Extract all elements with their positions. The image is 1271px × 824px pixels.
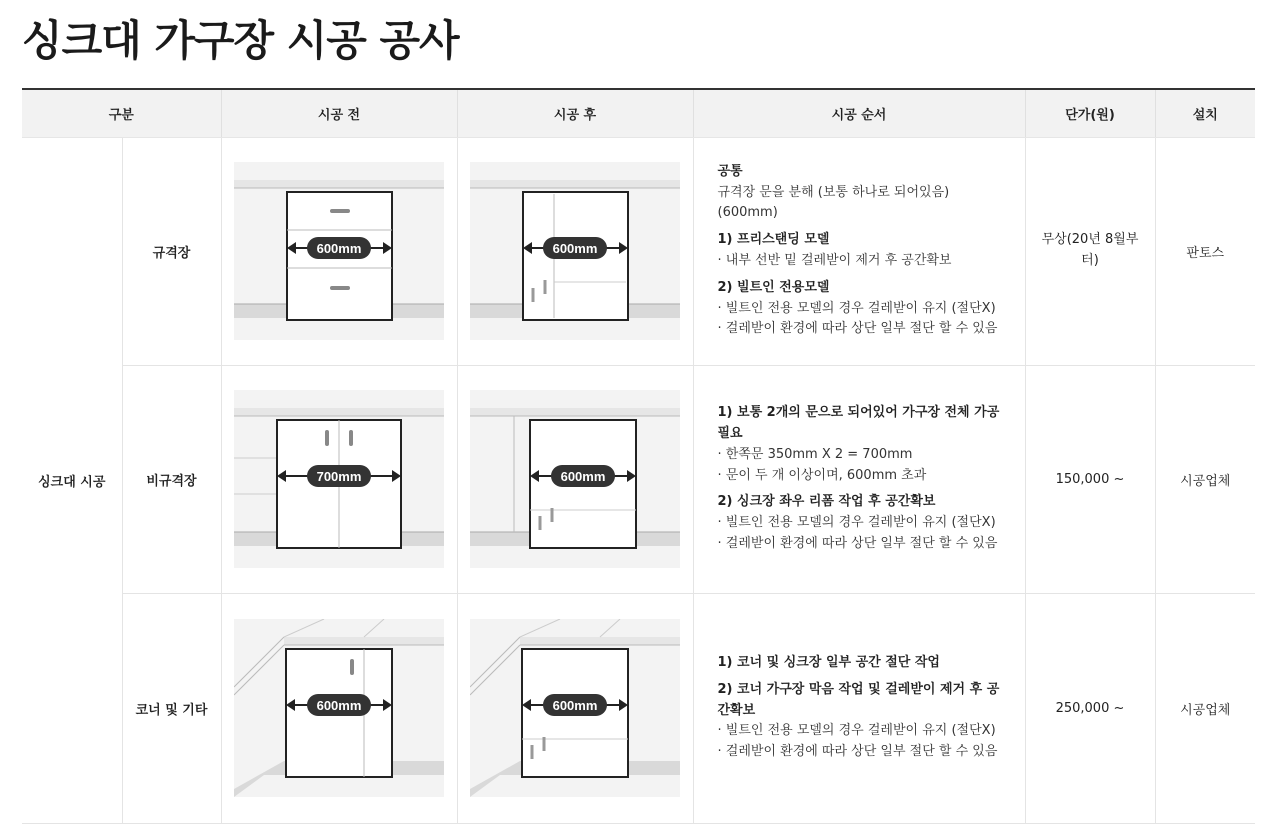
before-width-label: 600mm: [316, 698, 362, 713]
before-width-label: 700mm: [316, 469, 362, 484]
step-2-title: 2) 빌트인 전용모델: [717, 279, 830, 295]
corner-cabinet-after-illustration: [470, 619, 680, 797]
step-1-note: · 내부 선반 밑 걸레받이 제거 후 공간확보: [717, 253, 952, 268]
header-after: 시공 후: [457, 89, 693, 137]
after-width-label: 600mm: [552, 241, 598, 256]
before-image-cell: [221, 593, 457, 823]
header-category: 구분: [22, 89, 221, 137]
after-image-cell: [457, 365, 693, 593]
type-cell: 비규격장: [122, 365, 221, 593]
step-1-note: · 문이 두 개 이상이며, 600mm 초과: [717, 467, 927, 483]
step-2-note: · 걸레받이 환경에 따라 상단 일부 절단 할 수 있음: [717, 321, 998, 337]
step-2-note: · 걸레받이 환경에 따라 상단 일부 절단 할 수 있음: [717, 535, 998, 551]
cabinet-before-illustration: [234, 390, 444, 568]
step-2-note: · 걸레받이 환경에 따라 상단 일부 절단 할 수 있음: [717, 744, 998, 760]
before-image-cell: [221, 137, 457, 365]
construction-table: [22, 88, 1255, 824]
cabinet-after-illustration: [470, 390, 680, 568]
install-cell: 시공업체: [1155, 593, 1255, 823]
price-value: 무상(20년 8월부터): [1041, 232, 1139, 268]
corner-cabinet-before-illustration: [234, 619, 444, 797]
after-width-label: 600mm: [552, 698, 598, 713]
header-install: 설치: [1155, 89, 1255, 137]
after-image-cell: [457, 137, 693, 365]
table-header-row: [22, 89, 1255, 137]
step-1-title: 1) 코너 및 싱크장 일부 공간 절단 작업: [717, 655, 940, 670]
step-1-title: 1) 보통 2개의 문으로 되어있어 가구장 전체 가공 필요: [717, 405, 1000, 441]
steps-cell: [693, 137, 1025, 365]
step-2-note: · 빌트인 전용 모델의 경우 걸레받이 유지 (절단X): [717, 515, 996, 531]
common-text: 규격장 문을 분해 (보통 하나로 되어있음) (600mm): [717, 184, 950, 221]
table-row: [22, 137, 1255, 365]
type-cell: 규격장: [122, 137, 221, 365]
price-cell: 150,000 ~: [1025, 365, 1155, 593]
step-2-title: 2) 싱크장 좌우 리폼 작업 후 공간확보: [717, 494, 936, 510]
step-2-note: · 빌트인 전용 모델의 경우 걸레받이 유지 (절단X): [717, 300, 996, 316]
step-2-title: 2) 코너 가구장 막음 작업 및 걸레받이 제거 후 공간확보: [717, 681, 1000, 718]
steps-cell: [693, 593, 1025, 823]
header-price: 단가(원): [1025, 89, 1155, 137]
after-width-label: 600mm: [560, 469, 606, 484]
step-1-note: · 한쪽문 350mm X 2 = 700mm: [717, 446, 913, 462]
before-width-label: 600mm: [316, 241, 362, 256]
cabinet-after-illustration: [470, 162, 680, 340]
page-title: 싱크대 가구장 시공 공사: [22, 16, 459, 65]
step-2-note: · 빌트인 전용 모델의 경우 걸레받이 유지 (절단X): [717, 723, 996, 739]
table-row: [22, 593, 1255, 823]
install-cell: 시공업체: [1155, 365, 1255, 593]
before-image-cell: [221, 365, 457, 593]
install-cell: 판토스: [1155, 137, 1255, 365]
steps-cell: [693, 365, 1025, 593]
price-cell: 250,000 ~: [1025, 593, 1155, 823]
cabinet-before-illustration: [234, 162, 444, 340]
header-before: 시공 전: [221, 89, 457, 137]
step-1-title: 1) 프리스탠딩 모델: [717, 232, 830, 248]
after-image-cell: [457, 593, 693, 823]
price-cell: [1025, 137, 1155, 365]
table-row: [22, 365, 1255, 593]
common-title: 공통: [717, 163, 743, 179]
type-cell: 코너 및 기타: [122, 593, 221, 823]
header-steps: 시공 순서: [693, 89, 1025, 137]
category-cell: 싱크대 시공: [22, 137, 122, 823]
